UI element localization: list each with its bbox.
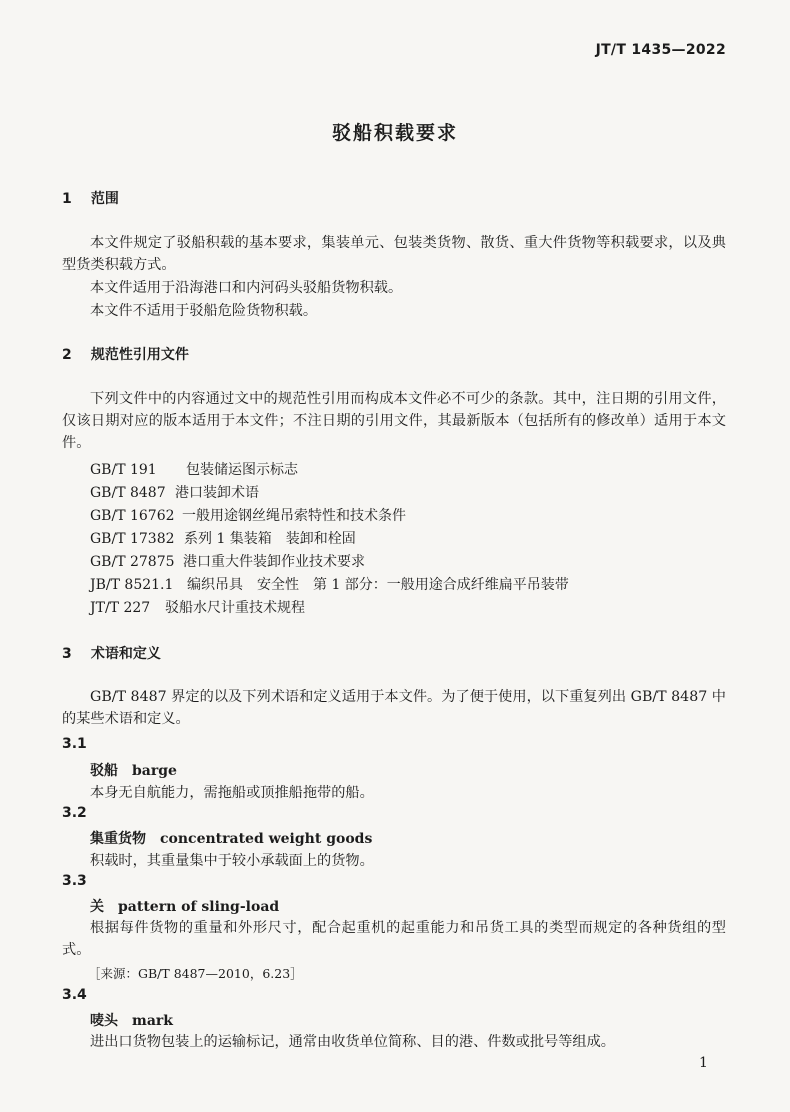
term-english: concentrated weight goods xyxy=(160,831,373,847)
section-title: 术语和定义 xyxy=(90,646,161,662)
reference-code: JT/T 227 xyxy=(90,600,151,616)
term-heading xyxy=(90,828,372,848)
reference-code: GB/T 8487 xyxy=(90,485,166,501)
term-number: 3.2 xyxy=(62,805,87,821)
term-chinese: 关 xyxy=(90,899,104,915)
section-number: 2 xyxy=(62,347,72,363)
reference-code: GB/T 16762 xyxy=(90,508,175,524)
term-chinese: 集重货物 xyxy=(90,831,146,847)
term-definition: 根据每件货物的重量和外形尺寸，配合起重机的起重能力和吊货工具的类型而规定的各种货组的型式。 xyxy=(62,920,726,958)
page-title: 驳船积载要求 xyxy=(331,122,458,144)
section-2-heading xyxy=(62,344,189,364)
term-source: ［来源：GB/T 8487—2010，6.23］ xyxy=(88,966,303,981)
reference-item xyxy=(90,482,259,502)
term-number: 3.3 xyxy=(62,873,87,889)
reference-item xyxy=(90,505,406,525)
section-3-heading xyxy=(62,643,161,663)
section-number: 3 xyxy=(62,646,72,662)
section-1-paragraph-2: 本文件适用于沿海港口和内河码头驳船货物积载。 xyxy=(90,280,403,296)
reference-code: GB/T 27875 xyxy=(90,554,175,570)
term-chinese: 唛头 xyxy=(90,1013,118,1029)
reference-code: GB/T 17382 xyxy=(90,531,175,547)
section-1-paragraph-3: 本文件不适用于驳船危险货物积载。 xyxy=(90,303,318,319)
section-1-paragraph-1: 本文件规定了驳船积载的基本要求，集装单元、包装类货物、散货、重大件货物等积载要求，以及典型货类积载方式。 xyxy=(62,235,726,273)
term-chinese: 驳船 xyxy=(90,763,118,779)
term-definition: 本身无自航能力，需拖船或顶推船拖带的船。 xyxy=(90,785,374,801)
term-number: 3.4 xyxy=(62,987,87,1003)
reference-title: 一般用途钢丝绳吊索特性和技术条件 xyxy=(182,508,406,524)
term-number: 3.1 xyxy=(62,736,87,752)
term-english: pattern of sling-load xyxy=(118,899,280,915)
term-english: mark xyxy=(132,1013,173,1029)
standard-code: JT/T 1435—2022 xyxy=(595,42,726,58)
reference-item xyxy=(90,597,305,617)
section-2-intro: 下列文件中的内容通过文中的规范性引用而构成本文件必不可少的条款。其中，注日期的引用文件，仅该日期对应的版本适用于本文件；不注日期的引用文件，其最新版本（包括所有的修改单）适用于本文件。 xyxy=(62,391,726,451)
reference-item xyxy=(90,551,365,571)
section-3-intro: GB/T 8487 界定的以及下列术语和定义适用于本文件。为了便于使用，以下重复列出 GB/T 8487 中的某些术语和定义。 xyxy=(62,689,726,727)
term-heading xyxy=(90,896,279,916)
term-heading xyxy=(90,1010,173,1030)
reference-title: 驳船水尺计重技术规程 xyxy=(165,600,305,616)
reference-item xyxy=(90,528,356,548)
section-title: 规范性引用文件 xyxy=(90,347,189,363)
reference-title: 港口重大件装卸作业技术要求 xyxy=(183,554,365,570)
reference-code: GB/T 191 xyxy=(90,462,157,478)
reference-code: JB/T 8521.1 xyxy=(90,577,174,593)
reference-title: 编织吊具 安全性 第 1 部分：一般用途合成纤维扁平吊装带 xyxy=(187,577,569,593)
term-english: barge xyxy=(132,763,177,779)
section-1-heading xyxy=(62,188,119,208)
section-number: 1 xyxy=(62,191,72,207)
term-heading xyxy=(90,760,177,780)
page-number: 1 xyxy=(699,1055,708,1071)
reference-title: 系列 1 集装箱 装卸和栓固 xyxy=(184,531,356,547)
term-definition: 积载时，其重量集中于较小承载面上的货物。 xyxy=(90,853,374,869)
section-title: 范围 xyxy=(90,191,119,207)
reference-item xyxy=(90,459,298,479)
reference-item xyxy=(90,574,569,594)
term-definition: 进出口货物包装上的运输标记，通常由收货单位简称、目的港、件数或批号等组成。 xyxy=(90,1034,615,1050)
reference-title: 港口装卸术语 xyxy=(175,485,259,501)
reference-title: 包装储运图示标志 xyxy=(186,462,298,478)
